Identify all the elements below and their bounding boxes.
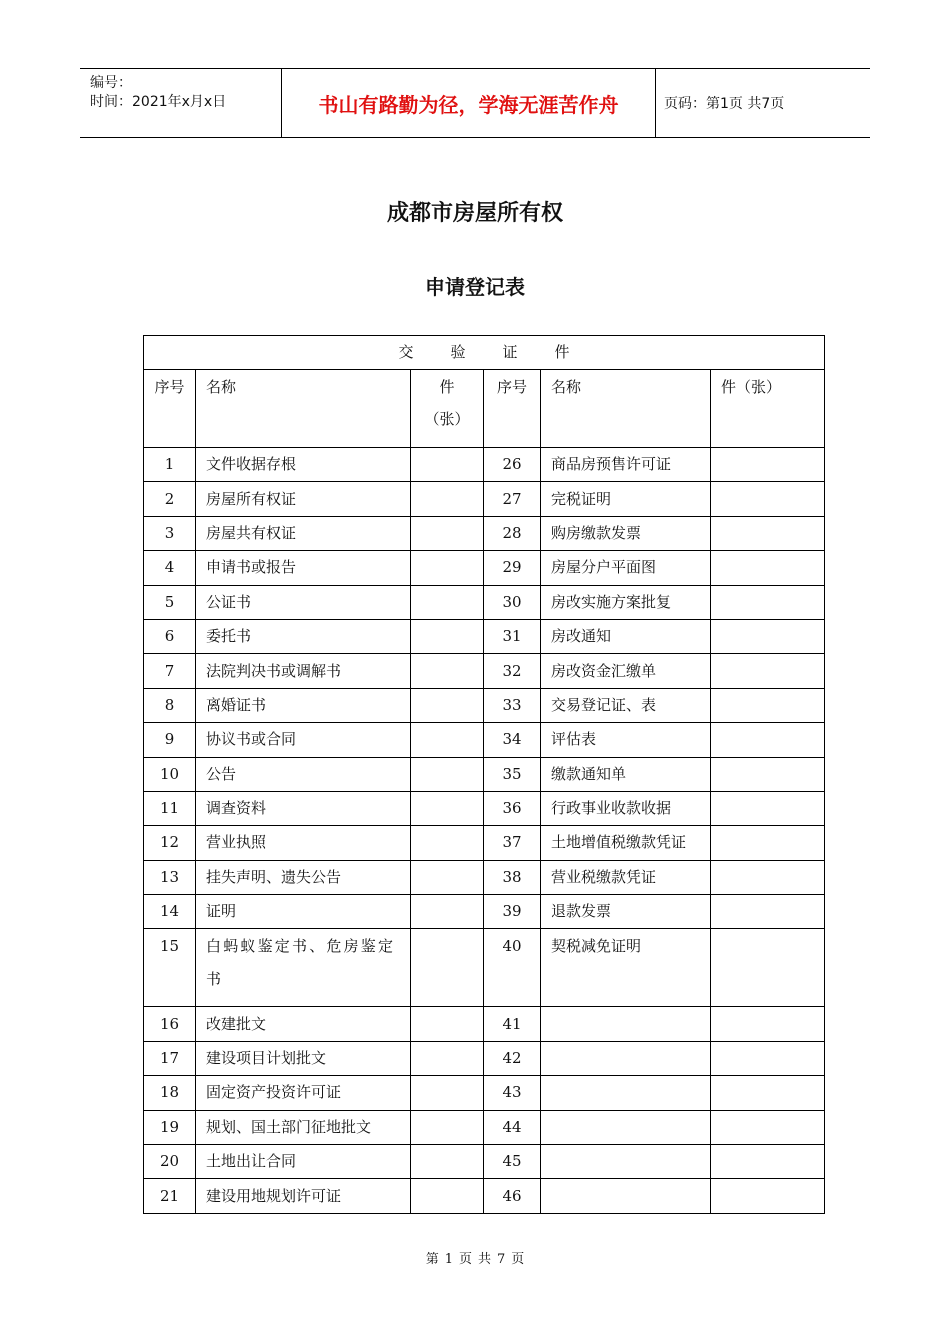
name-cell: 营业执照	[196, 826, 411, 860]
seq-cell: 12	[144, 826, 196, 860]
qty-cell	[711, 826, 825, 860]
name-cell: 法院判决书或调解书	[196, 654, 411, 688]
qty-cell	[711, 448, 825, 482]
name-cell: 申请书或报告	[196, 551, 411, 585]
header-motto: 书山有路勤为径，学海无涯苦作舟	[281, 69, 656, 137]
qty-cell	[411, 1007, 484, 1041]
qty-cell	[711, 791, 825, 825]
qty-cell	[411, 895, 484, 929]
name-cell: 房屋分户平面图	[541, 551, 711, 585]
document-subtitle: 申请登记表	[425, 275, 525, 299]
seq-cell: 38	[484, 860, 541, 894]
qty-cell	[711, 895, 825, 929]
seq-cell: 36	[484, 791, 541, 825]
seq-cell: 39	[484, 895, 541, 929]
qty-cell	[711, 688, 825, 722]
qty-cell	[711, 585, 825, 619]
qty-cell	[411, 757, 484, 791]
footer-page-total: 7	[497, 1252, 506, 1267]
seq-cell: 14	[144, 895, 196, 929]
qty-cell	[411, 1145, 484, 1179]
seq-cell: 43	[484, 1076, 541, 1110]
caption-char: 验	[450, 343, 466, 361]
seq-cell: 16	[144, 1007, 196, 1041]
qty-cell	[711, 757, 825, 791]
table-row	[144, 895, 825, 929]
table-caption	[144, 336, 825, 370]
name-cell: 房改实施方案批复	[541, 585, 711, 619]
qty-cell	[411, 929, 484, 1007]
table-caption-row	[144, 336, 825, 370]
name-cell: 商品房预售许可证	[541, 448, 711, 482]
name-cell	[541, 1076, 711, 1110]
header-seq-2: 序号	[484, 370, 541, 448]
seq-cell: 27	[484, 482, 541, 516]
name-cell: 契税减免证明	[541, 929, 711, 1007]
page-footer	[0, 1248, 950, 1267]
name-cell: 交易登记证、表	[541, 688, 711, 722]
name-cell: 协议书或合同	[196, 723, 411, 757]
name-cell: 委托书	[196, 619, 411, 653]
header-qty-b: 件（张）	[711, 370, 825, 448]
qty-cell	[711, 860, 825, 894]
qty-cell	[411, 516, 484, 550]
header-qty-a-line1: 件	[439, 378, 455, 396]
table-row	[144, 482, 825, 516]
name-cell: 完税证明	[541, 482, 711, 516]
document-header	[80, 68, 870, 138]
qty-cell	[411, 791, 484, 825]
name-cell: 证明	[196, 895, 411, 929]
seq-cell: 42	[484, 1041, 541, 1075]
qty-cell	[711, 1076, 825, 1110]
seq-cell: 10	[144, 757, 196, 791]
table-row	[144, 1076, 825, 1110]
seq-cell: 37	[484, 826, 541, 860]
qty-cell	[411, 688, 484, 722]
qty-cell	[711, 1145, 825, 1179]
name-cell	[541, 1110, 711, 1144]
header-qty-a	[411, 370, 484, 448]
name-cell	[541, 1179, 711, 1213]
header-page-info: 页码：第1页 共7页	[664, 96, 785, 112]
table-row	[144, 516, 825, 550]
seq-cell: 5	[144, 585, 196, 619]
qty-cell	[411, 448, 484, 482]
seq-cell: 7	[144, 654, 196, 688]
qty-cell	[711, 1110, 825, 1144]
seq-cell: 30	[484, 585, 541, 619]
name-cell: 固定资产投资许可证	[196, 1076, 411, 1110]
table-row	[144, 1145, 825, 1179]
qty-cell	[411, 619, 484, 653]
seq-cell: 26	[484, 448, 541, 482]
table-header-row	[144, 370, 825, 448]
name-cell	[196, 929, 411, 1007]
table-row	[144, 551, 825, 585]
seq-cell: 11	[144, 791, 196, 825]
qty-cell	[411, 1179, 484, 1213]
name-cell: 房改通知	[541, 619, 711, 653]
seq-cell: 2	[144, 482, 196, 516]
name-cell: 房改资金汇缴单	[541, 654, 711, 688]
name-cell: 文件收据存根	[196, 448, 411, 482]
seq-cell: 3	[144, 516, 196, 550]
name-cell: 土地出让合同	[196, 1145, 411, 1179]
header-qty-a-line2: （张）	[424, 410, 470, 428]
table-row	[144, 1179, 825, 1213]
table-row	[144, 929, 825, 1007]
header-meta	[80, 69, 281, 137]
qty-cell	[711, 619, 825, 653]
name-text: 白蚂蚁鉴定书、危房鉴定书	[206, 937, 396, 989]
seq-cell: 19	[144, 1110, 196, 1144]
qty-cell	[411, 1041, 484, 1075]
table-row	[144, 791, 825, 825]
name-cell: 建设用地规划许可证	[196, 1179, 411, 1213]
table-row	[144, 826, 825, 860]
qty-cell	[411, 723, 484, 757]
name-cell: 房屋所有权证	[196, 482, 411, 516]
seq-cell: 31	[484, 619, 541, 653]
seq-cell: 21	[144, 1179, 196, 1213]
seq-cell: 33	[484, 688, 541, 722]
qty-cell	[711, 1041, 825, 1075]
seq-cell: 29	[484, 551, 541, 585]
seq-cell: 4	[144, 551, 196, 585]
name-cell: 评估表	[541, 723, 711, 757]
qty-cell	[711, 654, 825, 688]
seq-cell: 18	[144, 1076, 196, 1110]
seq-cell: 45	[484, 1145, 541, 1179]
time-label: 时间：2021年x月x日	[90, 94, 227, 110]
table-row	[144, 585, 825, 619]
name-cell: 缴款通知单	[541, 757, 711, 791]
qty-cell	[711, 1007, 825, 1041]
seq-cell: 32	[484, 654, 541, 688]
table-row	[144, 448, 825, 482]
qty-cell	[411, 826, 484, 860]
seq-cell: 41	[484, 1007, 541, 1041]
caption-char: 证	[502, 343, 518, 361]
footer-word: 共	[478, 1252, 492, 1267]
qty-cell	[711, 516, 825, 550]
seq-cell: 40	[484, 929, 541, 1007]
seq-cell: 34	[484, 723, 541, 757]
table-row	[144, 757, 825, 791]
name-cell	[541, 1041, 711, 1075]
document-checklist-table	[143, 335, 825, 1214]
table-row	[144, 1007, 825, 1041]
footer-word: 页	[458, 1252, 472, 1267]
footer-word: 页	[511, 1252, 525, 1267]
header-seq: 序号	[144, 370, 196, 448]
seq-cell: 20	[144, 1145, 196, 1179]
qty-cell	[711, 723, 825, 757]
table-row	[144, 1041, 825, 1075]
seq-cell: 35	[484, 757, 541, 791]
table-row	[144, 619, 825, 653]
name-cell: 营业税缴款凭证	[541, 860, 711, 894]
seq-cell: 15	[144, 929, 196, 1007]
seq-cell: 8	[144, 688, 196, 722]
name-cell: 建设项目计划批文	[196, 1041, 411, 1075]
name-cell: 行政事业收款收据	[541, 791, 711, 825]
name-cell: 购房缴款发票	[541, 516, 711, 550]
table-row	[144, 688, 825, 722]
seq-cell: 44	[484, 1110, 541, 1144]
qty-cell	[711, 551, 825, 585]
seq-cell: 17	[144, 1041, 196, 1075]
name-cell: 房屋共有权证	[196, 516, 411, 550]
qty-cell	[411, 482, 484, 516]
name-cell: 挂失声明、遗失公告	[196, 860, 411, 894]
qty-cell	[711, 929, 825, 1007]
name-cell	[541, 1145, 711, 1179]
seq-cell: 46	[484, 1179, 541, 1213]
table-row	[144, 1110, 825, 1144]
name-cell: 调查资料	[196, 791, 411, 825]
table-row	[144, 723, 825, 757]
name-cell: 土地增值税缴款凭证	[541, 826, 711, 860]
table-row	[144, 654, 825, 688]
name-cell: 退款发票	[541, 895, 711, 929]
qty-cell	[411, 654, 484, 688]
document-title: 成都市房屋所有权	[386, 201, 563, 226]
qty-cell	[411, 1110, 484, 1144]
caption-char: 交	[398, 343, 414, 361]
qty-cell	[411, 585, 484, 619]
name-cell: 公证书	[196, 585, 411, 619]
seq-cell: 6	[144, 619, 196, 653]
seq-cell: 1	[144, 448, 196, 482]
seq-cell: 28	[484, 516, 541, 550]
qty-cell	[411, 1076, 484, 1110]
header-name-2: 名称	[541, 370, 711, 448]
number-label: 编号：	[90, 75, 132, 91]
header-name: 名称	[196, 370, 411, 448]
table-row	[144, 860, 825, 894]
footer-page-current: 1	[444, 1252, 453, 1267]
footer-word: 第	[425, 1252, 439, 1267]
seq-cell: 13	[144, 860, 196, 894]
seq-cell: 9	[144, 723, 196, 757]
qty-cell	[711, 1179, 825, 1213]
name-cell: 离婚证书	[196, 688, 411, 722]
name-cell: 公告	[196, 757, 411, 791]
qty-cell	[711, 482, 825, 516]
qty-cell	[411, 551, 484, 585]
name-cell: 规划、国土部门征地批文	[196, 1110, 411, 1144]
qty-cell	[411, 860, 484, 894]
name-cell	[541, 1007, 711, 1041]
caption-char: 件	[554, 343, 570, 361]
name-cell: 改建批文	[196, 1007, 411, 1041]
